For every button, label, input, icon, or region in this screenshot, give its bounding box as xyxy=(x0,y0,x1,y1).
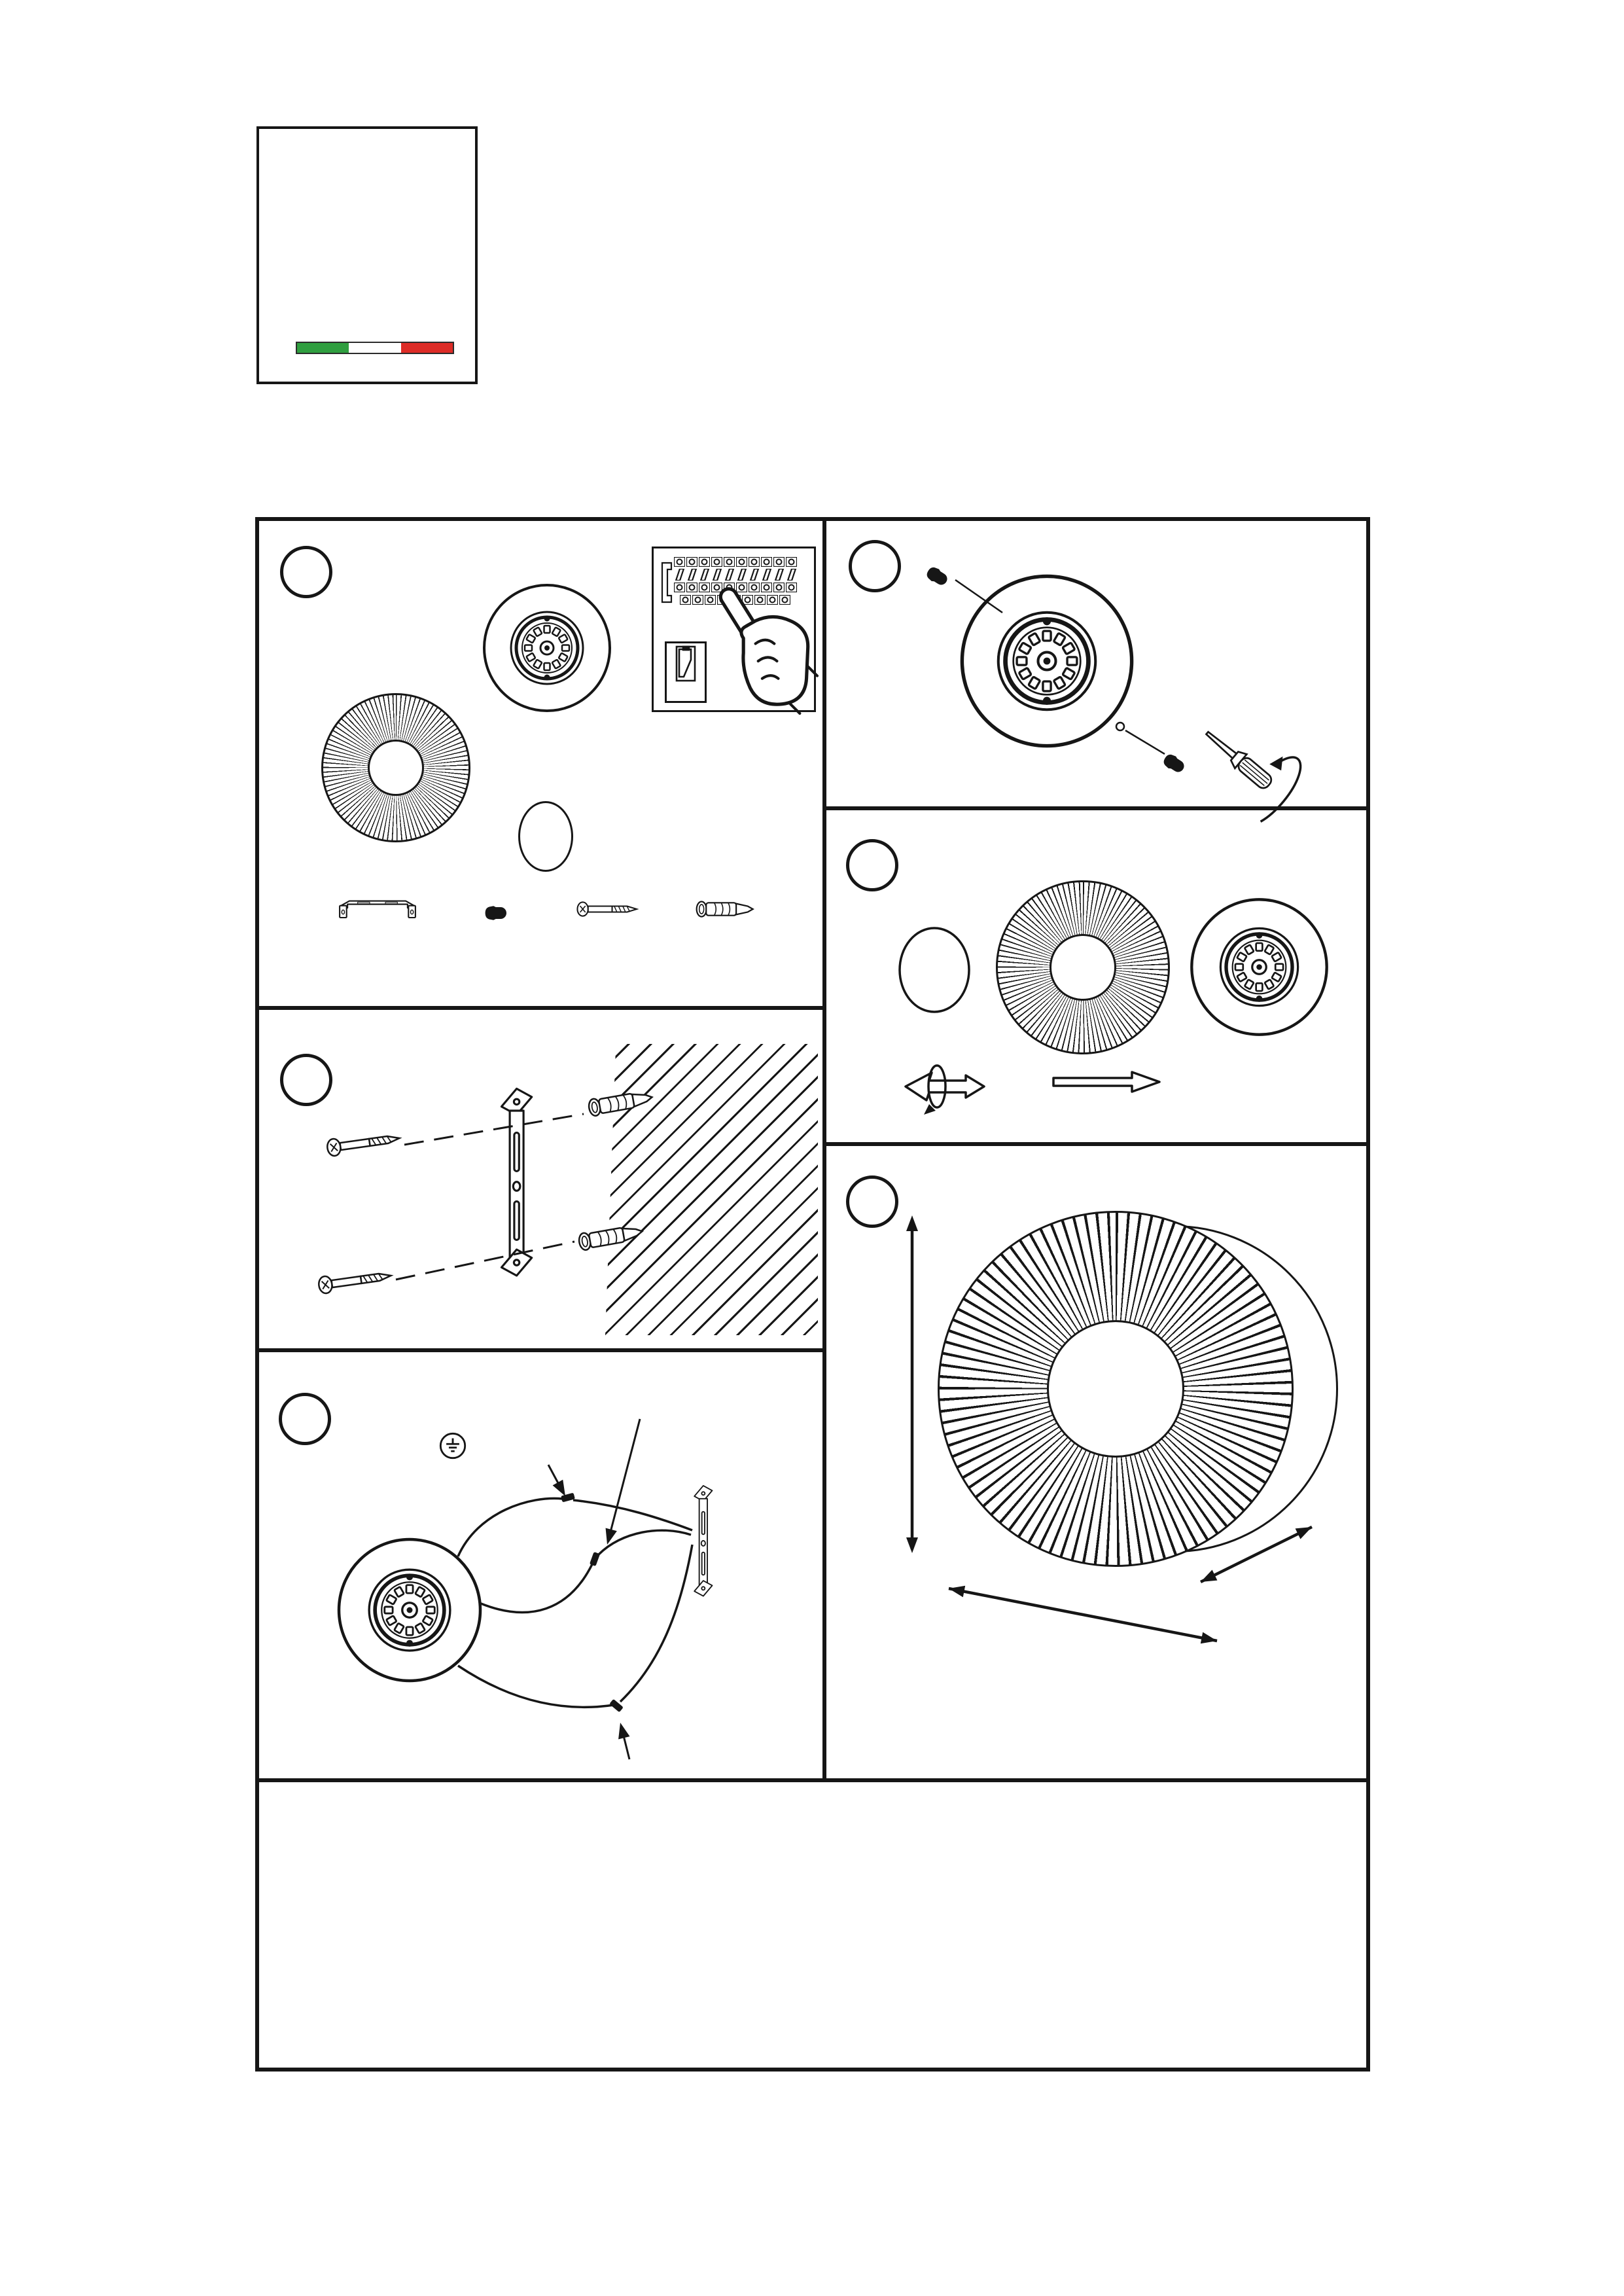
diffuser-part-icon xyxy=(518,801,573,872)
flag-green xyxy=(297,343,349,353)
italy-flag-bar xyxy=(296,342,454,354)
qr-code xyxy=(557,1899,662,2004)
flag-white xyxy=(349,343,400,353)
step-6-dimensions xyxy=(824,1142,1370,1778)
machine-screw-part-icon xyxy=(483,905,506,921)
anchor-part-icon xyxy=(695,899,759,919)
pointing-hand-icon xyxy=(710,579,820,713)
divider-bottom xyxy=(255,1778,1370,1782)
step-5-diagram xyxy=(824,806,1370,1142)
step-4-diagram xyxy=(824,517,1370,806)
shade-part-icon xyxy=(321,693,470,842)
lamp-base-part-icon xyxy=(482,583,612,713)
step-2-diagram xyxy=(255,1006,824,1348)
step-1-badge xyxy=(280,546,332,598)
step-3-diagram xyxy=(255,1348,824,1778)
flag-red xyxy=(401,343,453,353)
bracket-part-icon xyxy=(338,898,417,922)
wood-screw-part-icon xyxy=(576,899,640,919)
light-switch-rocker-icon xyxy=(669,645,703,682)
lightstar-logo xyxy=(256,126,478,384)
